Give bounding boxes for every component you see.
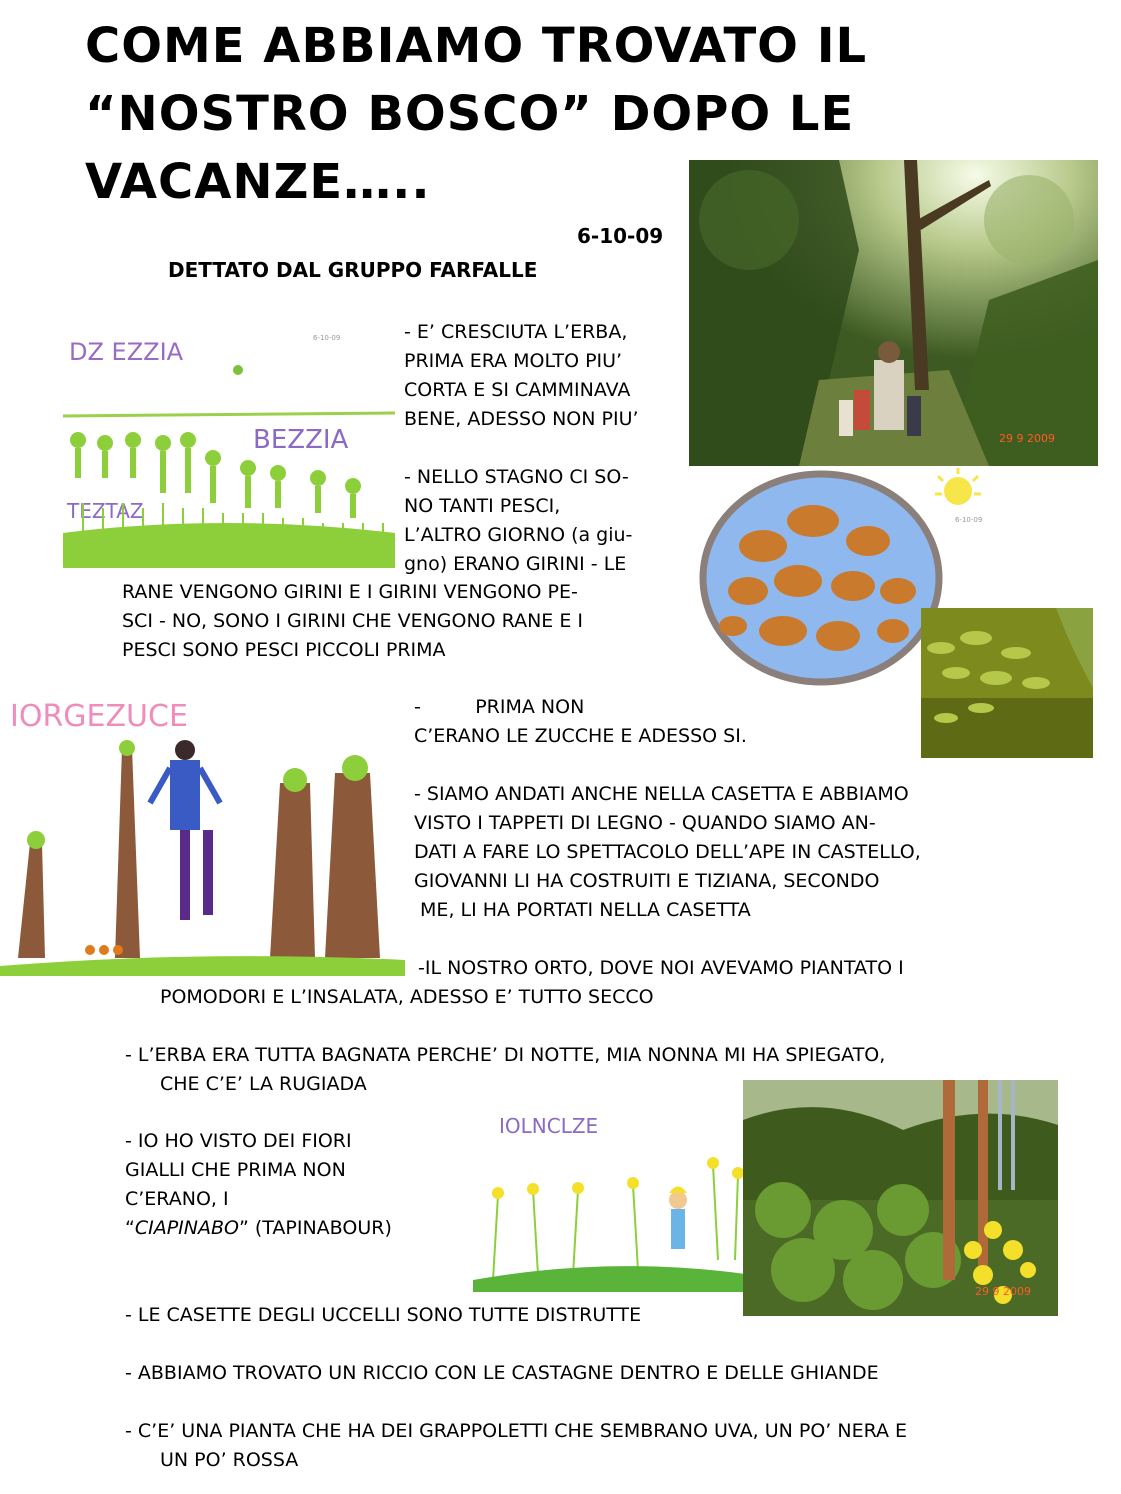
page-title-line-2: “NOSTRO BOSCO” DOPO LE — [85, 86, 855, 142]
text-line: C’ERANO LE ZUCCHE E ADESSO SI. — [414, 725, 747, 747]
paragraph-garden-line2: POMODORI E L’INSALATA, ADESSO E’ TUTTO SECCO — [160, 986, 654, 1008]
garden-photo — [743, 1080, 1058, 1316]
text-tail: (TAPINABOUR) — [248, 1217, 392, 1239]
trees-drawing — [0, 688, 405, 976]
text-line: PRIMA ERA MOLTO PIU’ — [404, 350, 623, 372]
text-line: - PRIMA NON — [414, 696, 585, 718]
text-line: PESCI SONO PESCI PICCOLI PRIMA — [122, 639, 446, 661]
trees-drawing-label: IORGEZUCE — [10, 699, 188, 734]
text-line: L’ALTRO GIORNO (a giu- — [404, 524, 633, 546]
paragraph-chestnut: - ABBIAMO TROVATO UN RICCIO CON LE CASTAGNE DENTRO E DELLE GHIANDE — [125, 1362, 879, 1384]
text-line: ME, LI HA PORTATI NELLA CASETTA — [414, 899, 751, 921]
paragraph-grass — [404, 318, 639, 434]
drawing-label-top: DZ EZZIA — [69, 338, 184, 366]
paragraph-garden-line1: -IL NOSTRO ORTO, DOVE NOI AVEVAMO PIANTATO I — [418, 957, 904, 979]
flowers-drawing — [473, 1095, 753, 1292]
paragraph-berries-line2: UN PO’ ROSSA — [160, 1449, 299, 1471]
drawing-label-bot: TEZTAZ — [67, 499, 144, 523]
text-line: - E’ CRESCIUTA L’ERBA, — [404, 321, 628, 343]
italic-word: CIAPINABO — [134, 1217, 239, 1239]
text-line: CORTA E SI CAMMINAVA — [404, 379, 631, 401]
page-title-line-1: COME ABBIAMO TROVATO IL — [85, 18, 868, 74]
text-line: GIOVANNI LI HA COSTRUITI E TIZIANA, SECONDO — [414, 870, 880, 892]
quote-mark: ” — [238, 1217, 249, 1239]
paragraph-birdhouses: - LE CASETTE DEGLI UCCELLI SONO TUTTE DISTRUTTE — [125, 1304, 642, 1326]
pond-drawing-note: 6-10-09 — [955, 516, 983, 524]
text-line: NO TANTI PESCI, — [404, 495, 561, 517]
subtitle: DETTATO DAL GRUPPO FARFALLE — [168, 258, 538, 282]
drawing-label-mid: BEZZIA — [253, 425, 349, 455]
water-lilies-photo — [921, 608, 1093, 758]
text-line: C’ERANO, I — [125, 1188, 229, 1210]
text-line: GIALLI CHE PRIMA NON — [125, 1159, 346, 1181]
drawing-note: 6-10-09 — [313, 334, 341, 342]
text-line: BENE, ADESSO NON PIU’ — [404, 408, 639, 430]
paragraph-dew-line1: - L’ERBA ERA TUTTA BAGNATA PERCHE’ DI NOTTE, MIA NONNA MI HA SPIEGATO, — [125, 1044, 886, 1066]
paragraph-pumpkins — [414, 693, 747, 751]
garden-photo-stamp: 29 9 2009 — [975, 1285, 1031, 1298]
text-line: - SIAMO ANDATI ANCHE NELLA CASETTA E ABBIAMO — [414, 783, 909, 805]
page-title-line-3: VACANZE….. — [85, 154, 431, 210]
paragraph-cottage — [414, 780, 921, 925]
flowers-drawing-label: IOLNCLZE — [499, 1114, 599, 1138]
paragraph-flowers — [125, 1127, 392, 1243]
text-line: gno) ERANO GIRINI - LE — [404, 553, 627, 575]
forest-photo-stamp: 29 9 2009 — [999, 432, 1055, 445]
paragraph-pond — [404, 463, 632, 579]
quote-mark: “ — [125, 1217, 135, 1239]
forest-path-photo — [689, 160, 1098, 466]
date: 6-10-09 — [577, 224, 664, 248]
paragraph-pond-cont — [122, 578, 583, 665]
text-line: - IO HO VISTO DEI FIORI — [125, 1130, 352, 1152]
text-line: RANE VENGONO GIRINI E I GIRINI VENGONO PE- — [122, 581, 578, 603]
text-line: SCI - NO, SONO I GIRINI CHE VENGONO RANE E I — [122, 610, 584, 632]
text-line: VISTO I TAPPETI DI LEGNO - QUANDO SIAMO AN- — [414, 812, 876, 834]
paragraph-berries-line1: - C’E’ UNA PIANTA CHE HA DEI GRAPPOLETTI CHE SEMBRANO UVA, UN PO’ NERA E — [125, 1420, 908, 1442]
children-drawing — [63, 318, 395, 568]
text-line: DATI A FARE LO SPETTACOLO DELL’APE IN CASTELLO, — [414, 841, 921, 863]
text-line: - NELLO STAGNO CI SO- — [404, 466, 629, 488]
paragraph-dew-line2: CHE C’E’ LA RUGIADA — [160, 1073, 367, 1095]
text-line — [125, 1214, 392, 1243]
